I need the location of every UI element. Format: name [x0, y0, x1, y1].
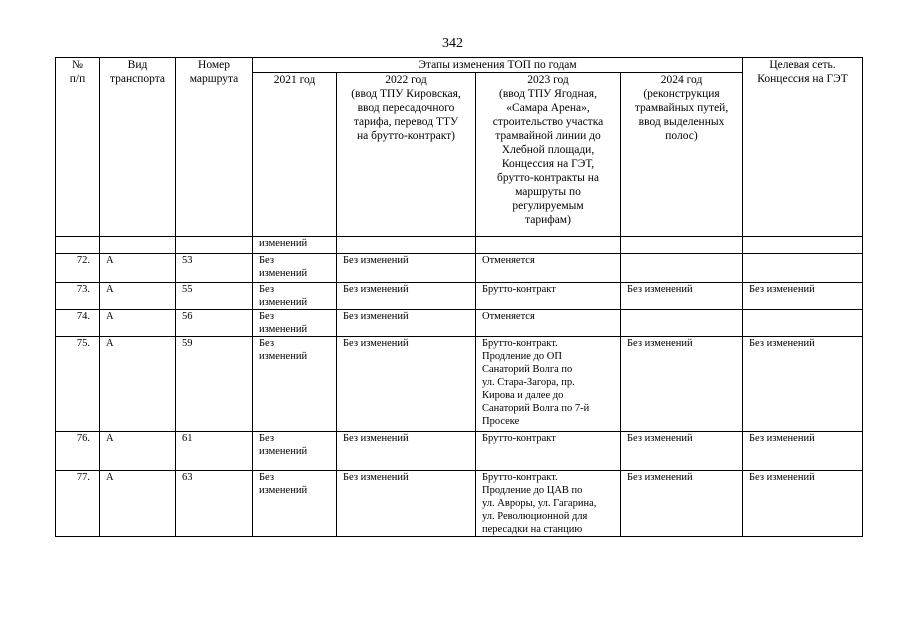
cell-num: 77. [56, 471, 100, 537]
cell-route: 56 [176, 310, 253, 337]
cell-target [743, 237, 863, 254]
cell-2024 [621, 254, 743, 283]
cell-2023: Брутто-контракт. Продление до ОП Санаторий Волга по ул. Стара-Загора, пр. Кирова и далее до Санаторий Волга по 7-й Просеке [476, 337, 621, 432]
cell-target: Без изменений [743, 471, 863, 537]
cell-2021: Без изменений [253, 283, 337, 310]
continuation-row [56, 237, 863, 254]
cell-num: 74. [56, 310, 100, 337]
table-row [56, 283, 863, 310]
cell-2023: Брутто-контракт [476, 432, 621, 471]
cell-2022: Без изменений [337, 254, 476, 283]
cell-type: А [100, 254, 176, 283]
header-year-2022: 2022 год (ввод ТПУ Кировская, ввод пересадочного тарифа, перевод ТТУ на брутто-контракт) [337, 73, 476, 237]
cell-2024: Без изменений [621, 283, 743, 310]
cell-2023: Отменяется [476, 310, 621, 337]
header-year-2023: 2023 год (ввод ТПУ Ягодная, «Самара Арена», строительство участка трамвайной линии до Хлебной площади, Концессия на ГЭТ, брутто-контракты на маршруты по регулируемым тарифам) [476, 73, 621, 237]
cell-num: 76. [56, 432, 100, 471]
header-num: № п/п [56, 58, 100, 237]
table-row [56, 432, 863, 471]
cell-type: А [100, 471, 176, 537]
page-number: 342 [442, 36, 463, 51]
cell-route: 55 [176, 283, 253, 310]
cell-2024 [621, 237, 743, 254]
cell-2021: изменений [253, 237, 337, 254]
cell-target: Без изменений [743, 337, 863, 432]
cell-2023: Отменяется [476, 254, 621, 283]
cell-2022: Без изменений [337, 337, 476, 432]
header-route-number: Номер маршрута [176, 58, 253, 237]
cell-2023 [476, 237, 621, 254]
cell-route: 59 [176, 337, 253, 432]
cell-2023: Брутто-контракт. Продление до ЦАВ по ул. Авроры, ул. Гагарина, ул. Революционной для пересадки на станцию [476, 471, 621, 537]
cell-2024 [621, 310, 743, 337]
header-transport-type: Вид транспорта [100, 58, 176, 237]
cell-2022: Без изменений [337, 471, 476, 537]
cell-2024: Без изменений [621, 432, 743, 471]
cell-type: А [100, 310, 176, 337]
cell-2024: Без изменений [621, 471, 743, 537]
cell-num: 75. [56, 337, 100, 432]
header-year-2021: 2021 год [253, 73, 337, 237]
cell-2021: Без изменений [253, 432, 337, 471]
header-stages: Этапы изменения ТОП по годам [253, 58, 743, 73]
header-row [56, 58, 863, 73]
cell-route [176, 237, 253, 254]
cell-route: 63 [176, 471, 253, 537]
cell-type: А [100, 337, 176, 432]
cell-2021: Без изменений [253, 310, 337, 337]
cell-type [100, 237, 176, 254]
cell-2022 [337, 237, 476, 254]
table-row [56, 337, 863, 432]
cell-2024: Без изменений [621, 337, 743, 432]
cell-num: 73. [56, 283, 100, 310]
cell-2023: Брутто-контракт [476, 283, 621, 310]
header-year-2024: 2024 год (реконструкция трамвайных путей, ввод выделенных полос) [621, 73, 743, 237]
cell-route: 53 [176, 254, 253, 283]
table-row [56, 254, 863, 283]
cell-type: А [100, 283, 176, 310]
routes-table [55, 57, 863, 537]
cell-num [56, 237, 100, 254]
cell-route: 61 [176, 432, 253, 471]
cell-2022: Без изменений [337, 283, 476, 310]
cell-target: Без изменений [743, 432, 863, 471]
cell-2021: Без изменений [253, 471, 337, 537]
cell-target [743, 310, 863, 337]
cell-type: А [100, 432, 176, 471]
table-row [56, 471, 863, 537]
cell-2021: Без изменений [253, 254, 337, 283]
cell-2022: Без изменений [337, 310, 476, 337]
table-row [56, 310, 863, 337]
header-target-network: Целевая сеть. Концессия на ГЭТ [743, 58, 863, 237]
cell-2022: Без изменений [337, 432, 476, 471]
cell-num: 72. [56, 254, 100, 283]
cell-target [743, 254, 863, 283]
cell-2021: Без изменений [253, 337, 337, 432]
cell-target: Без изменений [743, 283, 863, 310]
